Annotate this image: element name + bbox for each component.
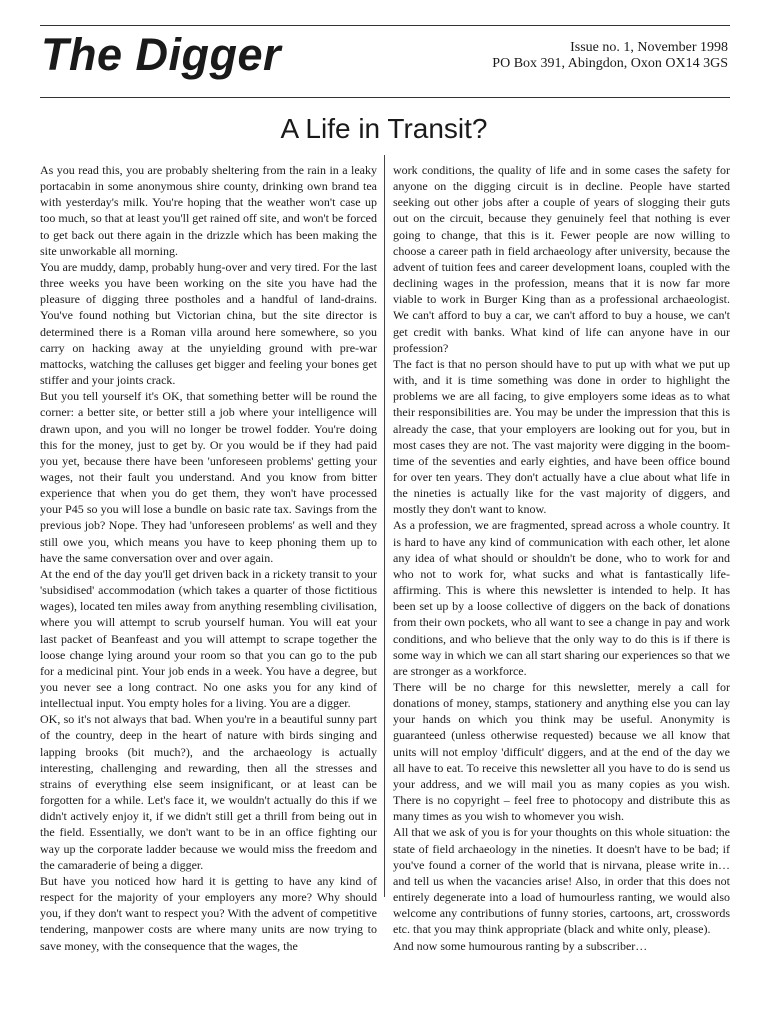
address-line: PO Box 391, Abingdon, Oxon OX14 3GS	[492, 56, 728, 71]
column-divider	[384, 155, 385, 897]
paragraph: All that we ask of you is for your thoughts on this whole situation: the state of field archaeology in the nineties. It doesn't have to be bad; if you've found a corner of the world that is nirvana, please write in…and tell us when the vacancies arise! Also, in order that this does not entirely degenerate into a load of humourless ranting, we would also welcome any contributions of funny stories, cartoons, art, crosswords etc. that you may think appropriate (black and white only, please).	[393, 825, 730, 937]
article-headline: A Life in Transit?	[280, 113, 488, 144]
paragraph: You are muddy, damp, probably hung-over and very tired. For the last three weeks you have been working on the site you have had the pleasure of digging three postholes and a handful of land-drains. You've found nothing but Victorian china, but the site director is determined there is a Roman villa around here somewhere, so you carry on hacking away at the unyielding ground with pre-war mattocks, watching the calluses get bigger and feeling your bones get stiffer and your joints crack.	[40, 259, 377, 388]
masthead-rule	[40, 97, 730, 98]
paragraph: But you tell yourself it's OK, that something better will be round the corner: a better site, or better still a job where your intelligence will drawn upon, and you will no longer be trowel fodder. You're doing this for the money, just to get by. Or you would be if they had paid you yet, because there have been 'unforeseen problems' getting your wages, not their fault you understand. And you know from bitter experience that when you do get them, they won't have processed your P45 so you will lose a bundle on basic rate tax. Savings from the previous job? Nope. They had 'unforeseen problems' as well and they still owe you, which means you have to keep phoning them up to have the same conversation over and over again.	[40, 389, 377, 565]
paragraph: At the end of the day you'll get driven back in a rickety transit to your 'subsidised' accommodation (which takes a quarter of those fictitious wages), located ten miles away from anything resembling civilisation, where you will attempt to scrub yourself human. You will eat your last packet of Beanfeast and you will attempt to scrape together the loose change lying around your room so that you can go to the pub for a medicinal pint. Your job ends in a week. You have a degree, but you never see a long contract. No one asks you for any kind of intellectual input. You empty holes for a living. You are a digger.	[40, 566, 377, 711]
paragraph: And now some humourous ranting by a subscriber…	[393, 938, 648, 953]
paragraph: OK, so it's not always that bad. When you're in a beautiful sunny part of the country, deep in the heart of nature with birds singing and lapping brooks (bit much?), and the archaeology is actually interesting, challenging and rewarding, then all the stresses and strains of everything else seem insignificant, or at least can be forgotten for a while. Let's face it, we wouldn't actually do this if we didn't actively enjoy it, if we didn't still get a thrill from being out in the field. Essentially, we don't want to be in an office fighting our way up the corporate ladder because we would miss the freedom and the camaraderie of being a digger.	[40, 712, 377, 872]
paragraph: As you read this, you are probably sheltering from the rain in a leaky portacabin in some anonymous shire county, drinking own brand tea with yesterday's milk. You're hoping that the weather won't case up too much, so that at least you'll get rained off site, and won't be forced to get back out there again in the drizzle which has been making the site unworkable all morning.	[40, 163, 377, 258]
paragraph: work conditions, the quality of life and in some cases the safety for anyone on the digging circuit is in decline. People have started seeking out other jobs after a couple of years of slogging their guts out on the circuit, because they genuinely feel that nothing is ever going to change, that this is it. Fewer people are now willing to choose a career path in field archaeology after university, because the advent of tuition fees and career development loans, coupled with the declining wages in the profession, means that it is now far more viable to work in Burger King than as a professional archaeologist. We can't afford to buy a car, we can't afford to buy a house, we can't get credit with banks. What kind of life can anyone have in our profession?	[393, 163, 730, 355]
right-column	[393, 162, 730, 954]
newsletter-title: The Digger	[41, 29, 282, 80]
paragraph: The fact is that no person should have to put up with what we put up with, and it is time something was done in order to highlight the problems we are all facing, to give employers some ideas as to what their responsibilities are. You may be under the impression that this is already the case, that your employers are looking out for you, but in most cases they are not. The vast majority were digging in the boom-time of the seventies and early eighties, and have been office bound for over ten years. They don't actually have a clue about what life in the nineties is actually like for the vast majority of diggers, and mostly they don't want to know.	[393, 356, 730, 517]
top-rule	[40, 25, 730, 26]
paragraph: There will be no charge for this newsletter, merely a call for donations of money, stamps, stationery and anything else you can lay your hands on which you think may be useful. Anonymity is guaranteed (unless otherwise requested) because we all know that units will not employ 'difficult' diggers, and at the end of the day we all have to eat. To receive this newsletter all you have to do is send us your address, and we will mail you as many copies as you wish. There is no copyright – feel free to photocopy and distribute this as many times as you wish to whomever you wish.	[393, 680, 730, 824]
left-column	[40, 162, 377, 954]
issue-info	[492, 40, 728, 72]
paragraph: But have you noticed how hard it is getting to have any kind of respect for the majority of your employers any more? Why should you, if they don't want to respect you? With the advent of competitive tendering, manpower costs are where many units are now trying to save money, with the consequence that the wages, the	[40, 873, 377, 953]
issue-line: Issue no. 1, November 1998	[570, 40, 728, 55]
paragraph: As a profession, we are fragmented, spread across a whole country. It is hard to have any kind of communication with each other, let alone any idea of what should or shouldn't be done, who to work for and who not to work for, what sucks and what is fantastically life-affirming. This is where this newsletter is intended to help. It has been set up by a loose collective of diggers on the back of donations from their own pockets, who all want to see a change in pay and work conditions, and who believe that the only way to do this is if there is some way in which we can all start sharing our experiences so that we are stronger as a workforce.	[393, 518, 730, 678]
